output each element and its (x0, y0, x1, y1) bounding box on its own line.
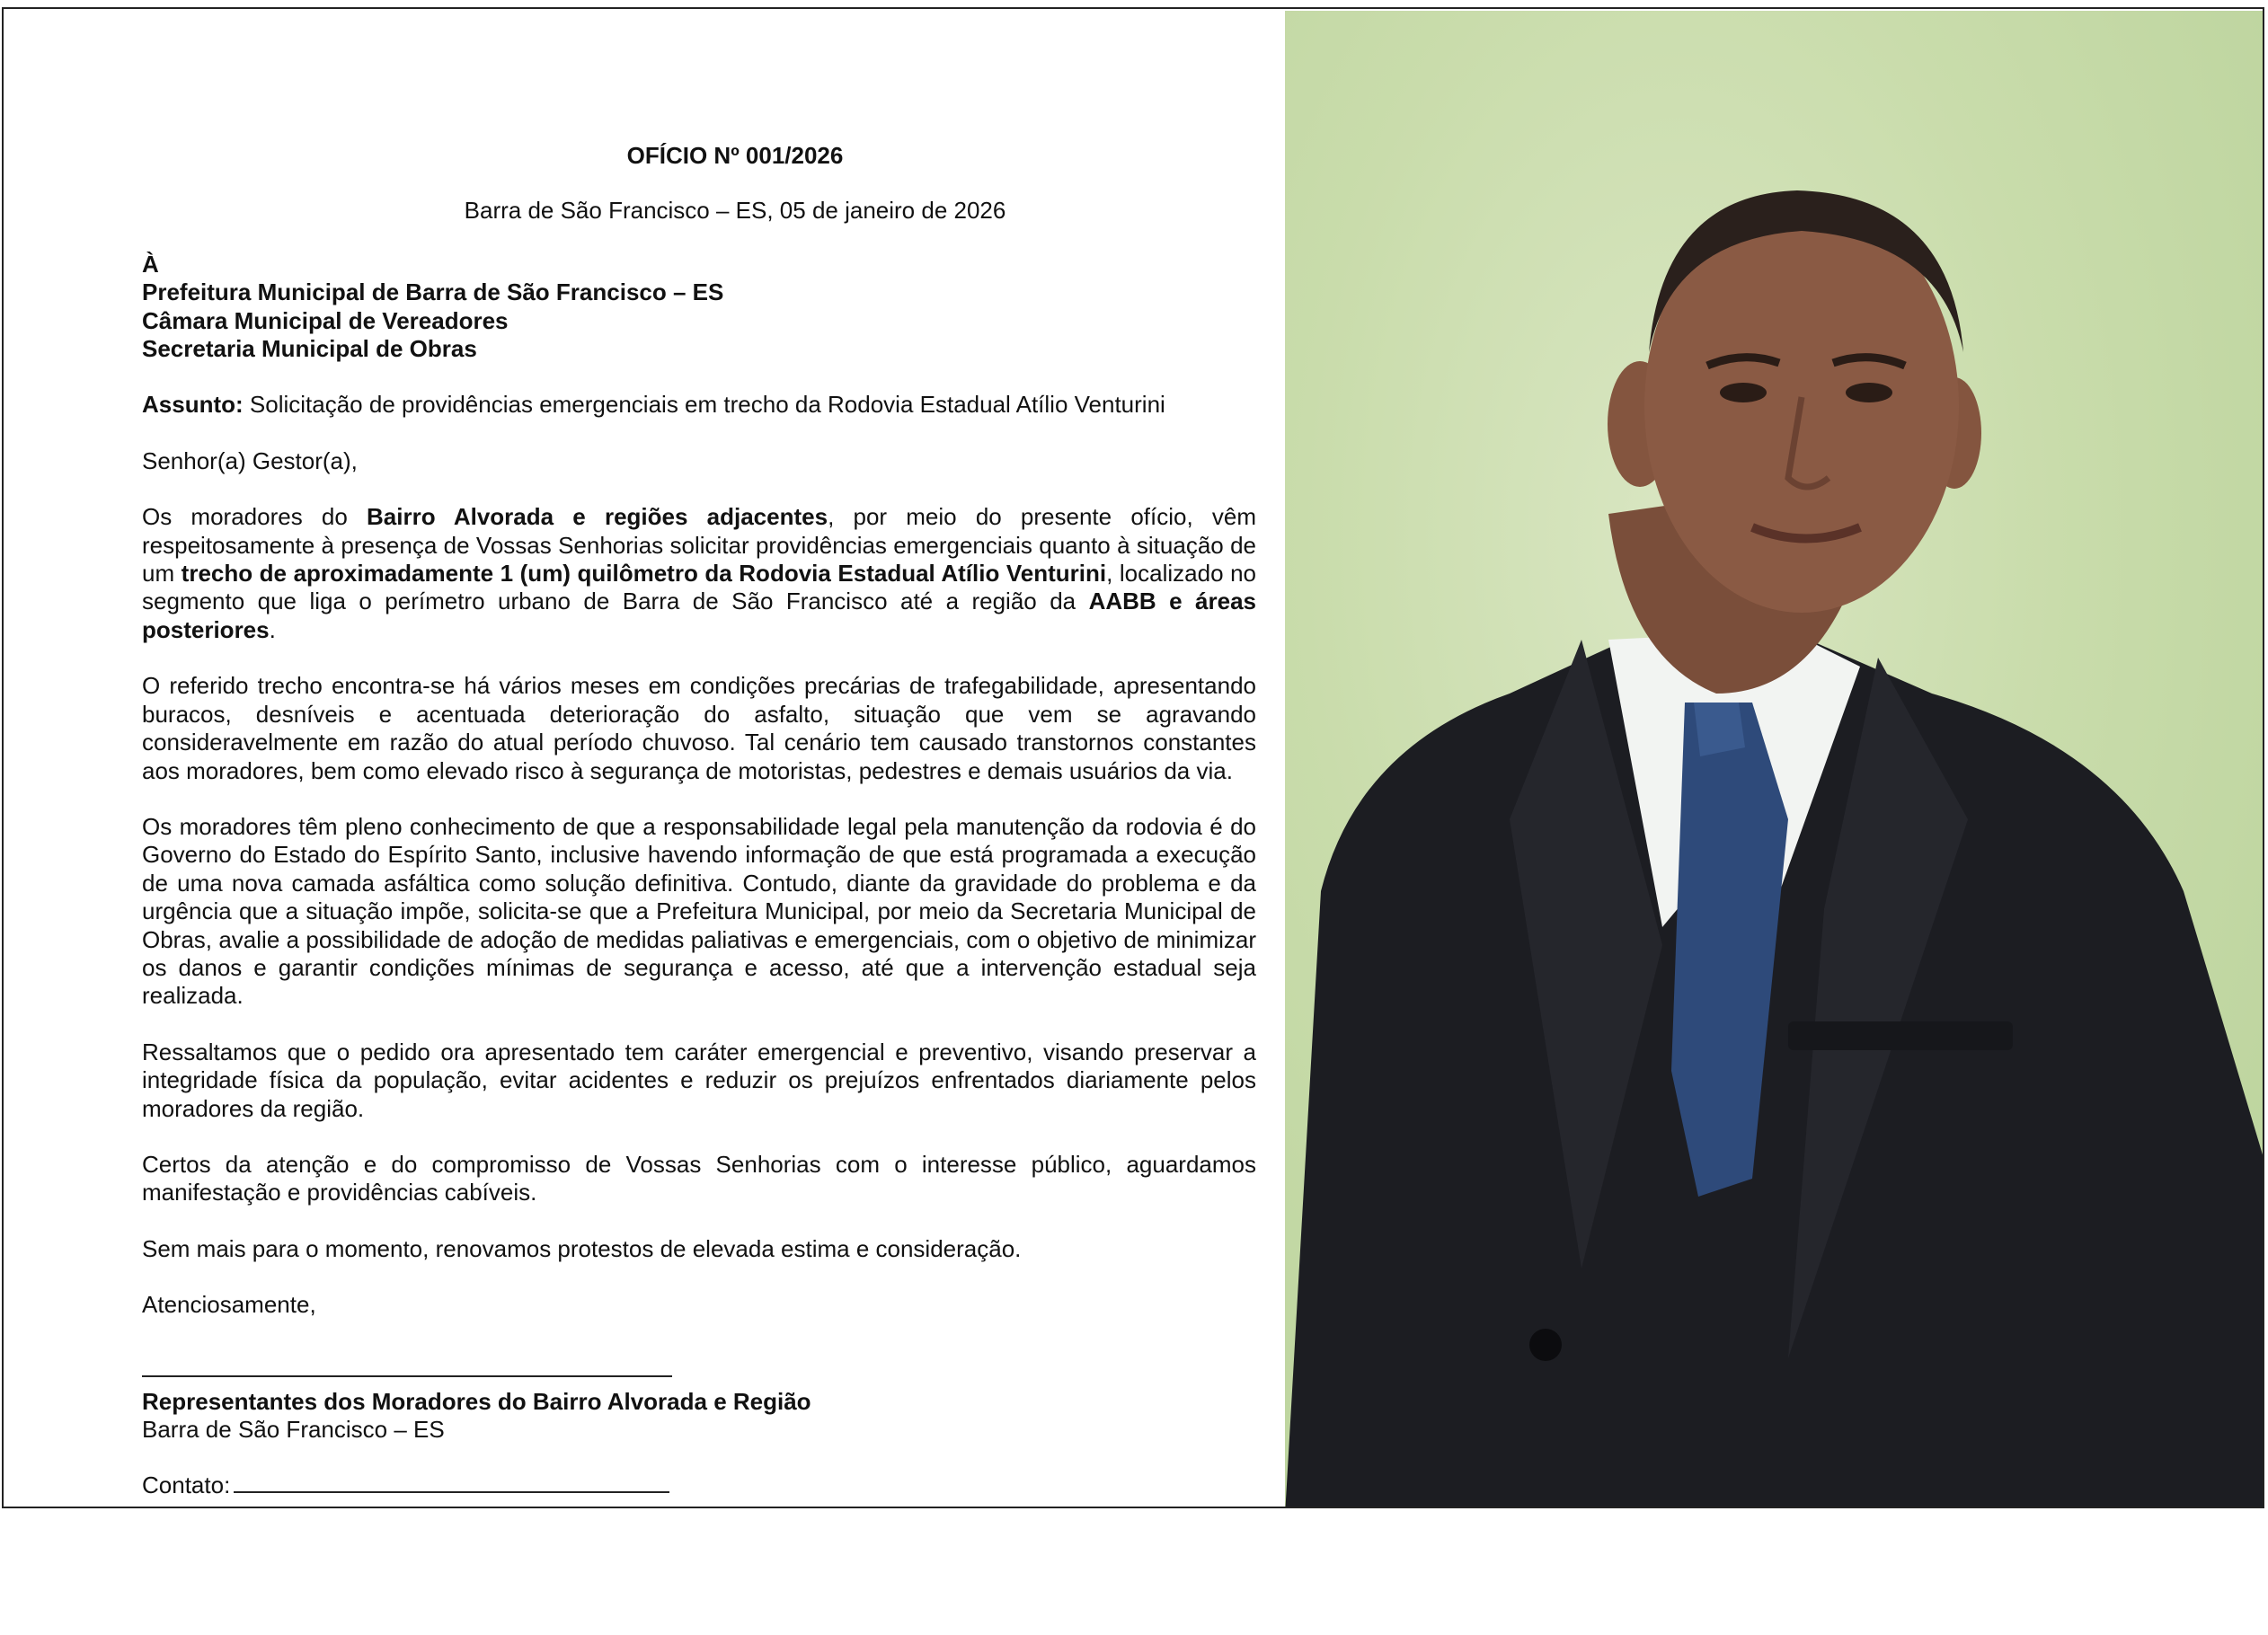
letter-page (4, 9, 1285, 1507)
signature-name (142, 1388, 1256, 1416)
subject-label: Assunto: (142, 391, 244, 419)
text-run: , localizado no segmento que liga o perímetro urbano de Barra de São Francisco até a região da (142, 560, 1256, 615)
recipient-block (142, 251, 1256, 364)
portrait-illustration (1285, 11, 2264, 1508)
paragraph-4: Ressaltamos que o pedido ora apresentado tem caráter emergencial e preventivo, visando preservar a integridade física da população, evitar acidentes e reduzir os prejuízos enfrentados diariamente pelos moradores da região. (142, 1038, 1256, 1122)
text-run: Os moradores do (142, 503, 368, 531)
paragraph-5: Certos da atenção e do compromisso de Vossas Senhorias com o interesse público, aguardamos manifestação e providências cabíveis. (142, 1150, 1256, 1206)
recipient-line: Câmara Municipal de Vereadores (142, 306, 509, 334)
closing: Atenciosamente, (142, 1291, 316, 1319)
letter-title: OFÍCIO Nº 001/2026 (626, 142, 844, 169)
subject-line (142, 391, 1256, 419)
right-eye (1846, 383, 1892, 402)
recipient-line: À (142, 250, 159, 278)
contact-blank (234, 1473, 669, 1493)
recipient-line: Secretaria Municipal de Obras (142, 335, 477, 363)
signature-name-text: Representantes dos Moradores do Bairro Alvorada e Região (142, 1387, 811, 1415)
bold-run: trecho de aproximadamente 1 (um) quilômetro da Rodovia Estadual Atílio Venturini (181, 560, 1107, 588)
signature-line (142, 1359, 672, 1377)
left-eye (1720, 383, 1767, 402)
recipient-line: Prefeitura Municipal de Barra de São Francisco – ES (142, 278, 724, 306)
portrait-photo (1285, 7, 2264, 1508)
letter-dateline: Barra de São Francisco – ES, 05 de janeiro de 2026 (464, 197, 1006, 225)
collage-frame (2, 7, 2264, 1508)
paragraph-3: Os moradores têm pleno conhecimento de que a responsabilidade legal pela manutenção da rodovia é do Governo do Estado do Espírito Santo, inclusive havendo informação de que está programada a execução de uma nova camada asfáltica como solução definitiva. Contudo, diante da gravidade do problema e da urgência que a situação impõe, solicita-se que a Prefeitura Municipal, por meio da Secretaria Municipal de Obras, avalie a possibilidade de adoção de medidas paliativas e emergenciais, com o objetivo de minimizar os danos e garantir condições mínimas de segurança e acesso, até que a intervenção estadual seja realizada. (142, 812, 1256, 1010)
contact-line (142, 1472, 1256, 1499)
suit-button (1529, 1329, 1562, 1361)
paragraph-2: O referido trecho encontra-se há vários meses em condições precárias de trafegabilidade, apresentando buracos, desníveis e acentuada deterioração do asfalto, situação que vem se agravando consideravelmente em razão do atual período chuvoso. Tal cenário tem causado transtornos constantes aos moradores, bem como elevado risco à segurança de motoristas, pedestres e demais usuários da via. (142, 672, 1256, 784)
letter-body (142, 142, 1256, 1500)
text-run: , por meio do presente ofício, vêm respeitosamente à presença de Vossas Senhorias solicitar providências emergenciais quanto à situação de um (142, 503, 1257, 588)
breast-pocket (1788, 1021, 2013, 1050)
signature-city: Barra de São Francisco – ES (142, 1416, 445, 1443)
paragraph-1 (142, 503, 1256, 644)
contact-label: Contato: (142, 1472, 231, 1499)
tie-knot (1694, 703, 1745, 756)
bold-run: AABB e áreas posteriores (142, 588, 1256, 643)
text-run: . (269, 615, 276, 643)
subject-text: Solicitação de providências emergenciais em trecho da Rodovia Estadual Atílio Venturini (243, 391, 1165, 419)
paragraph-6: Sem mais para o momento, renovamos protestos de elevada estima e consideração. (142, 1234, 1022, 1262)
bold-run: Bairro Alvorada e regiões adjacentes (367, 503, 828, 531)
greeting: Senhor(a) Gestor(a), (142, 446, 358, 474)
